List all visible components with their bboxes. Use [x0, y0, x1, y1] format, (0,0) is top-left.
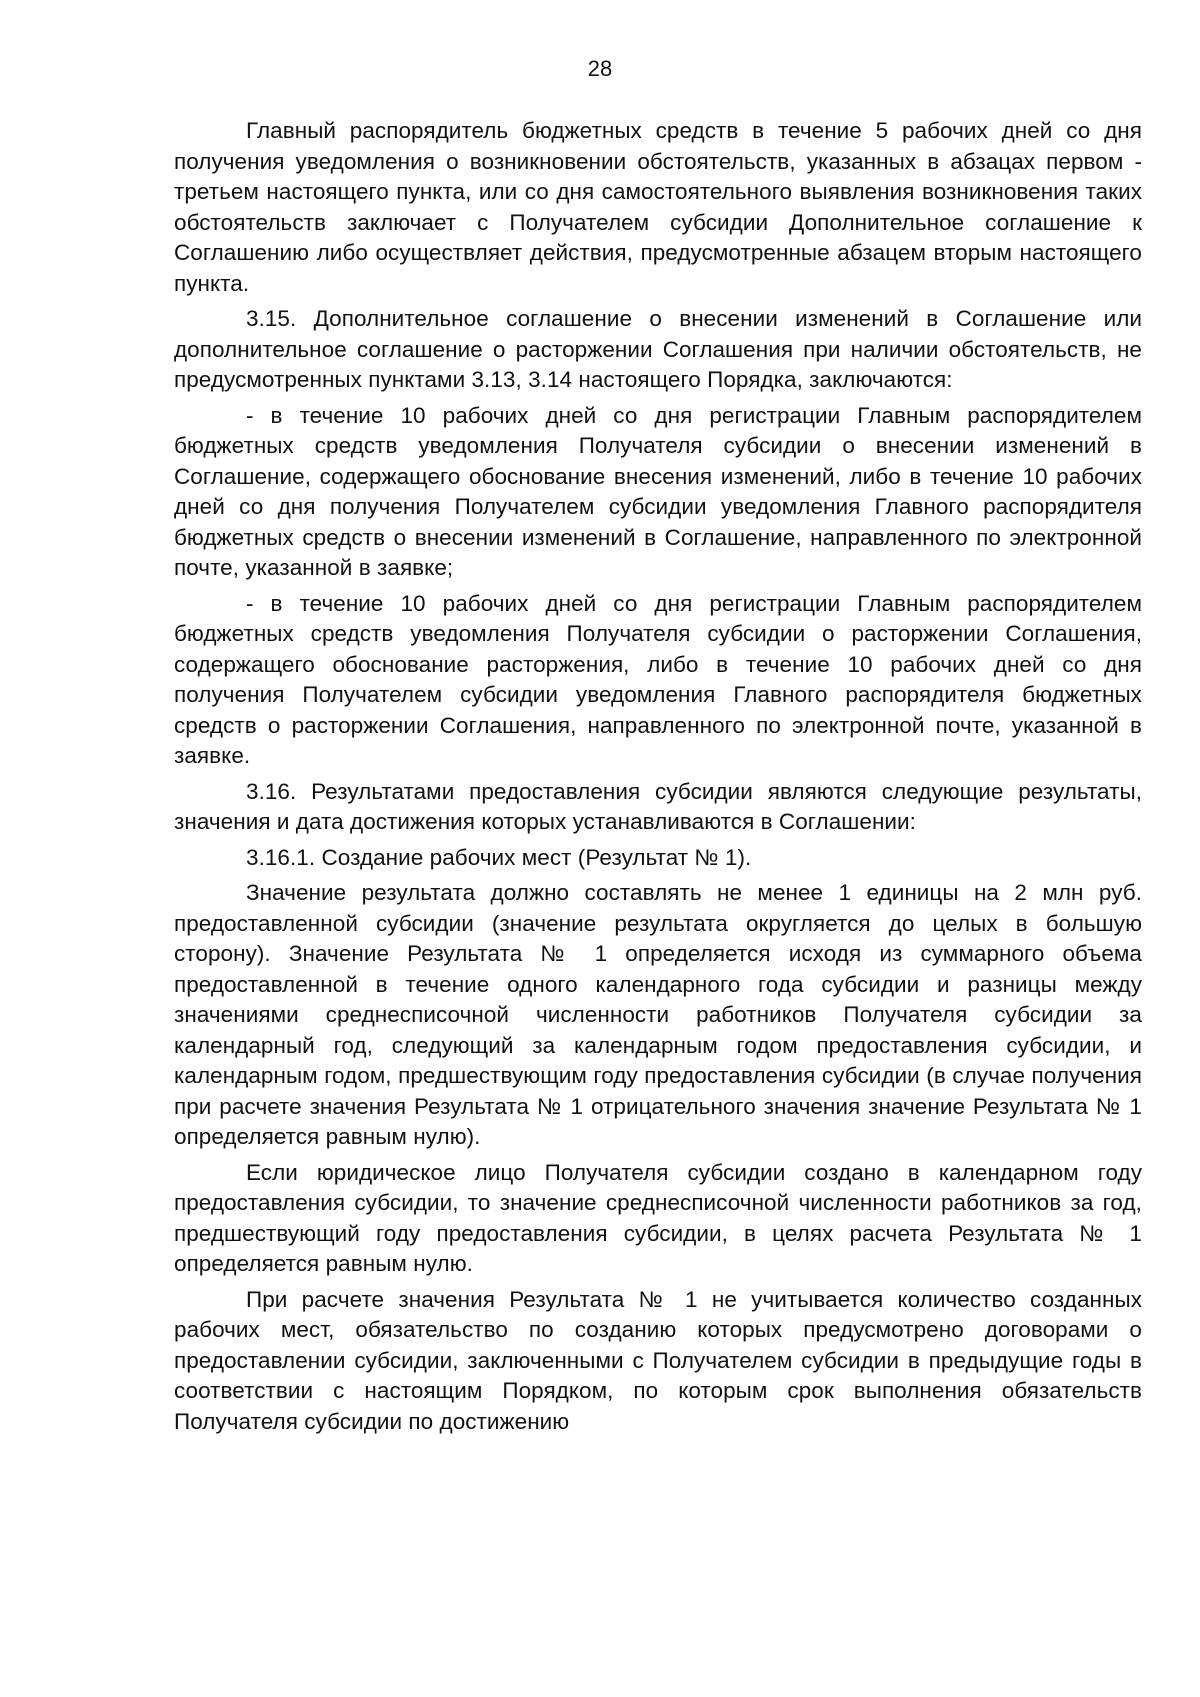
document-body [174, 116, 1142, 1442]
paragraph-3-16-1: 3.16.1. Создание рабочих мест (Результат № 1). [246, 844, 752, 870]
paragraph-3-16: 3.16. Результатами предоставления субсидии являются следующие результаты, значения и дата достижения которых устанавливаются в Соглашении: [174, 778, 1142, 834]
paragraph-bullet-changes: - в течение 10 рабочих дней со дня регистрации Главным распорядителем бюджетных средств уведомления Получателя субсидии о внесении изменений в Соглашение, содержащего обоснование внесения изменений, либо в течение 10 рабочих дней со дня получения Получателем субсидии уведомления Главного распорядителя бюджетных средств о внесении изменений в Соглашение, направленного по электронной почте, указанной в заявке; [174, 402, 1142, 580]
paragraph-bullet-termination: - в течение 10 рабочих дней со дня регистрации Главным распорядителем бюджетных средств уведомления Получателя субсидии о расторжении Соглашения, содержащего обоснование расторжения, либо в течение 10 рабочих дней со дня получения Получателем субсидии уведомления Главного распорядителя бюджетных средств о расторжении Соглашения, направленного по электронной почте, указанной в заявке. [174, 590, 1142, 768]
paragraph-3-15: 3.15. Дополнительное соглашение о внесении изменений в Соглашение или дополнительное соглашение о расторжении Соглашения при наличии обстоятельств, не предусмотренных пунктами 3.13, 3.14 настоящего Порядка, заключаются: [174, 306, 1142, 392]
paragraph-result-value: Значение результата должно составлять не менее 1 единицы на 2 млн руб. предоставленной субсидии (значение результата округляется до целых в большую сторону). Значение Результата № 1 определяется исходя из суммарного объема предоставленной в течение одного календарного года субсидии и разницы между значениями среднесписочной численности работников Получателя субсидии за календарный год, следующий за календарным годом предоставления субсидии, и календарным годом, предшествующим году предоставления субсидии (в случае получения при расчете значения Результата № 1 отрицательного значения значение Результата № 1 определяется равным нулю). [174, 880, 1142, 1149]
paragraph-1: Главный распорядитель бюджетных средств в течение 5 рабочих дней со дня получения уведомления о возникновении обстоятельств, указанных в абзацах первом - третьем настоящего пункта, или со дня самостоятельного выявления возникновения таких обстоятельств заключает с Получателем субсидии Дополнительное соглашение к Соглашению либо осуществляет действия, предусмотренные абзацем вторым настоящего пункта. [174, 118, 1142, 296]
paragraph-calculation-exclusion: При расчете значения Результата № 1 не учитывается количество созданных рабочих мест, обязательство по созданию которых предусмотрено договорами о предоставлении субсидии, заключенными с Получателем субсидии в предыдущие годы в соответствии с настоящим Порядком, по которым срок выполнения обязательств Получателя субсидии по достижению [174, 1286, 1142, 1434]
paragraph-new-entity: Если юридическое лицо Получателя субсидии создано в календарном году предоставления субсидии, то значение среднесписочной численности работников за год, предшествующий году предоставления субсидии, в целях расчета Результата № 1 определяется равным нулю. [174, 1159, 1142, 1276]
page-number: 28 [587, 56, 613, 81]
